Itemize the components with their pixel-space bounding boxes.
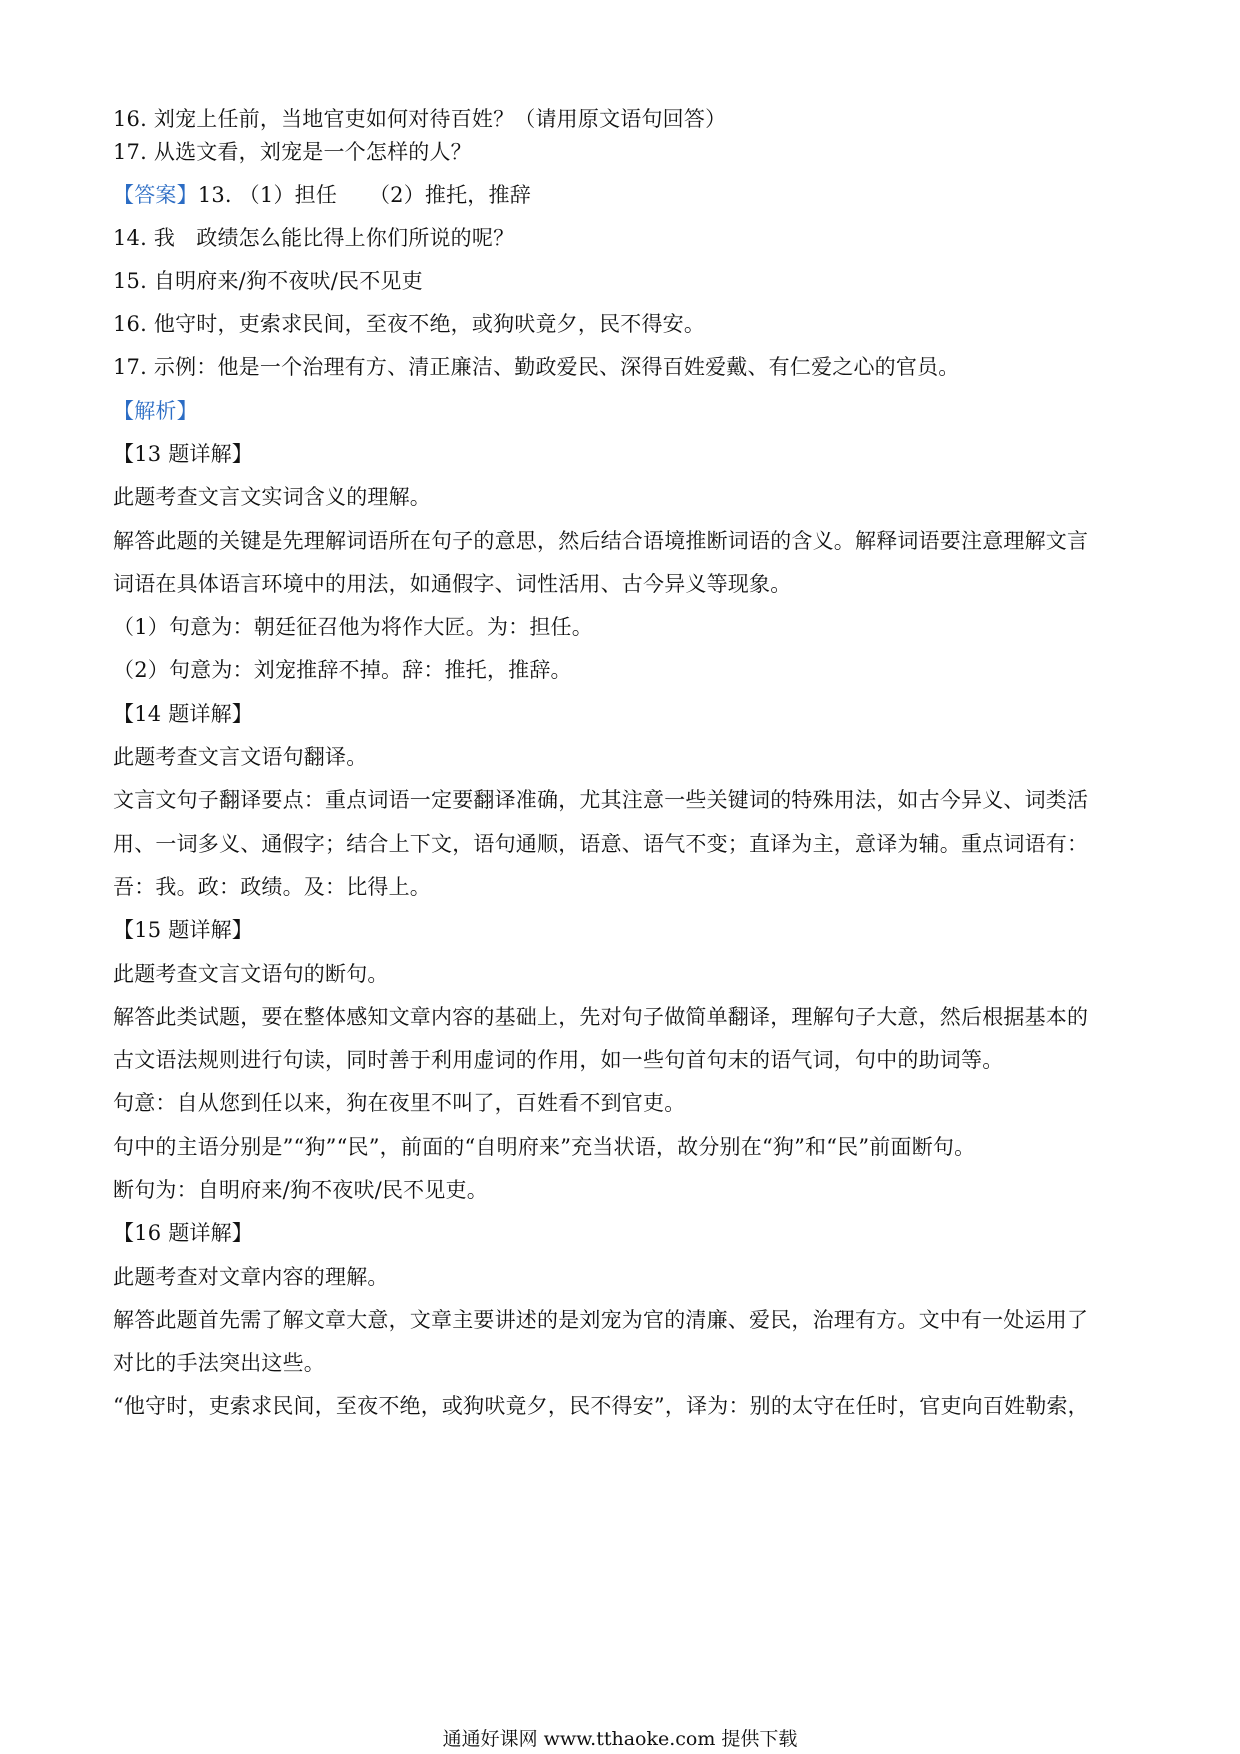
answer-13-text: 13. （1）担任 （2）推托，推辞 xyxy=(197,183,531,207)
section-13-heading: 【13 题详解】 xyxy=(113,442,253,466)
answer-line-14: 14. 我 政绩怎么能比得上你们所说的呢？ xyxy=(113,226,515,250)
answer-line-13 xyxy=(113,180,1133,210)
section-15-paragraph: 句中的主语分别是”“狗”“民”，前面的“自明府来”充当状语，故分别在“狗”和“民”前面断句。 xyxy=(113,1135,976,1159)
section-13-paragraph: （1）句意为：朝廷征召他为将作大匠。为：担任。 xyxy=(113,615,593,639)
page-footer: 通通好课网 www.tthaoke.com 提供下载 xyxy=(442,1728,798,1750)
section-15-paragraph: 断句为：自明府来/狗不夜吠/民不见吏。 xyxy=(113,1178,488,1202)
question-17: 17. 从选文看，刘宠是一个怎样的人？ xyxy=(113,140,472,164)
section-16-paragraph: 解答此题首先需了解文章大意，文章主要讲述的是刘宠为官的清廉、爱民，治理有方。文中有一处运用了 xyxy=(113,1308,1089,1332)
section-14-paragraph: 用、一词多义、通假字；结合上下文，语句通顺，语意、语气不变；直译为主，意译为辅。重点词语有： xyxy=(113,832,1089,856)
section-15-heading: 【15 题详解】 xyxy=(113,918,253,942)
answer-line-16: 16. 他守时，吏索求民间，至夜不绝，或狗吠竟夕，民不得安。 xyxy=(113,312,706,336)
analysis-label: 【解析】 xyxy=(113,399,198,423)
section-13-paragraph: 解答此题的关键是先理解词语所在句子的意思，然后结合语境推断词语的含义。解释词语要注意理解文言 xyxy=(113,529,1089,553)
section-13-paragraph: 此题考查文言文实词含义的理解。 xyxy=(113,485,431,509)
section-14-paragraph: 此题考查文言文语句翻译。 xyxy=(113,745,368,769)
answer-line-15: 15. 自明府来/狗不夜吠/民不见吏 xyxy=(113,269,423,293)
section-16-paragraph: 此题考查对文章内容的理解。 xyxy=(113,1265,389,1289)
section-16-heading: 【16 题详解】 xyxy=(113,1221,253,1245)
section-13-paragraph: （2）句意为：刘宠推辞不掉。辞：推托，推辞。 xyxy=(113,658,572,682)
answer-label: 【答案】 xyxy=(113,183,198,207)
section-14-paragraph: 文言文句子翻译要点：重点词语一定要翻译准确，尤其注意一些关键词的特殊用法，如古今异义、词类活 xyxy=(113,788,1089,812)
section-15-paragraph: 句意：自从您到任以来，狗在夜里不叫了，百姓看不到官吏。 xyxy=(113,1091,686,1115)
section-16-paragraph: “他守时，吏索求民间，至夜不绝，或狗吠竟夕，民不得安”，译为：别的太守在任时，官吏向百姓勒索， xyxy=(113,1394,1089,1418)
section-15-paragraph: 解答此类试题，要在整体感知文章内容的基础上，先对句子做简单翻译，理解句子大意，然后根据基本的 xyxy=(113,1005,1089,1029)
section-14-heading: 【14 题详解】 xyxy=(113,702,253,726)
answer-line-17: 17. 示例：他是一个治理有方、清正廉洁、勤政爱民、深得百姓爱戴、有仁爱之心的官员。 xyxy=(113,355,960,379)
section-16-paragraph: 对比的手法突出这些。 xyxy=(113,1351,325,1375)
section-15-paragraph: 古文语法规则进行句读，同时善于利用虚词的作用，如一些句首句末的语气词，句中的助词等。 xyxy=(113,1048,1004,1072)
section-14-paragraph: 吾：我。政：政绩。及：比得上。 xyxy=(113,875,431,899)
section-13-paragraph: 词语在具体语言环境中的用法，如通假字、词性活用、古今异义等现象。 xyxy=(113,572,792,596)
question-16: 16. 刘宠上任前，当地官吏如何对待百姓？（请用原文语句回答） xyxy=(113,107,727,131)
section-15-paragraph: 此题考查文言文语句的断句。 xyxy=(113,962,389,986)
